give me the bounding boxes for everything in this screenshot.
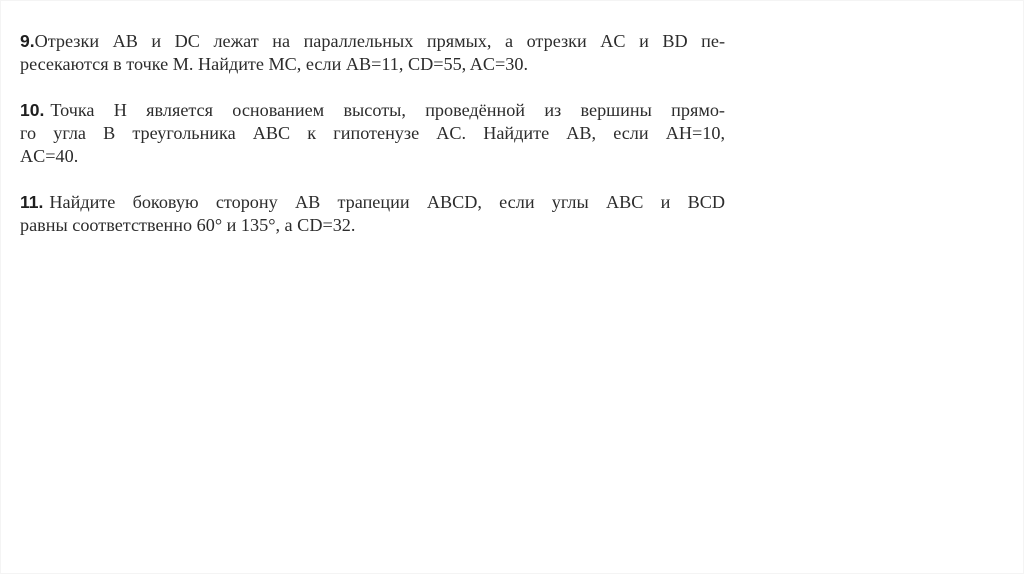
problem-text: Точка H является основанием высоты, проведённой из вершины прямо- bbox=[50, 100, 725, 120]
problem-line bbox=[20, 99, 725, 122]
problem-9 bbox=[20, 30, 725, 76]
problem-line: AC=40. bbox=[20, 146, 79, 166]
problem-line bbox=[20, 30, 725, 53]
problem-number: 10. bbox=[20, 100, 45, 120]
problem-line: ресекаются в точке M. Найдите MC, если AB=11, CD=55, AC=30. bbox=[20, 54, 529, 74]
problem-line bbox=[20, 191, 725, 214]
problem-text: Отрезки AB и DC лежат на параллельных прямых, а отрезки AC и BD пе- bbox=[34, 31, 725, 51]
problem-11 bbox=[20, 191, 725, 237]
problem-list bbox=[20, 30, 725, 237]
problem-number: 11. bbox=[20, 192, 44, 212]
problem-10 bbox=[20, 99, 725, 168]
problem-text: Найдите боковую сторону AB трапеции ABCD, если углы ABC и BCD bbox=[49, 192, 725, 212]
problem-number: 9. bbox=[20, 31, 35, 51]
problem-line: го угла B треугольника ABC к гипотенузе AC. Найдите AB, если AH=10, bbox=[20, 123, 725, 143]
problem-line: равны соответственно 60° и 135°, а CD=32. bbox=[20, 215, 356, 235]
